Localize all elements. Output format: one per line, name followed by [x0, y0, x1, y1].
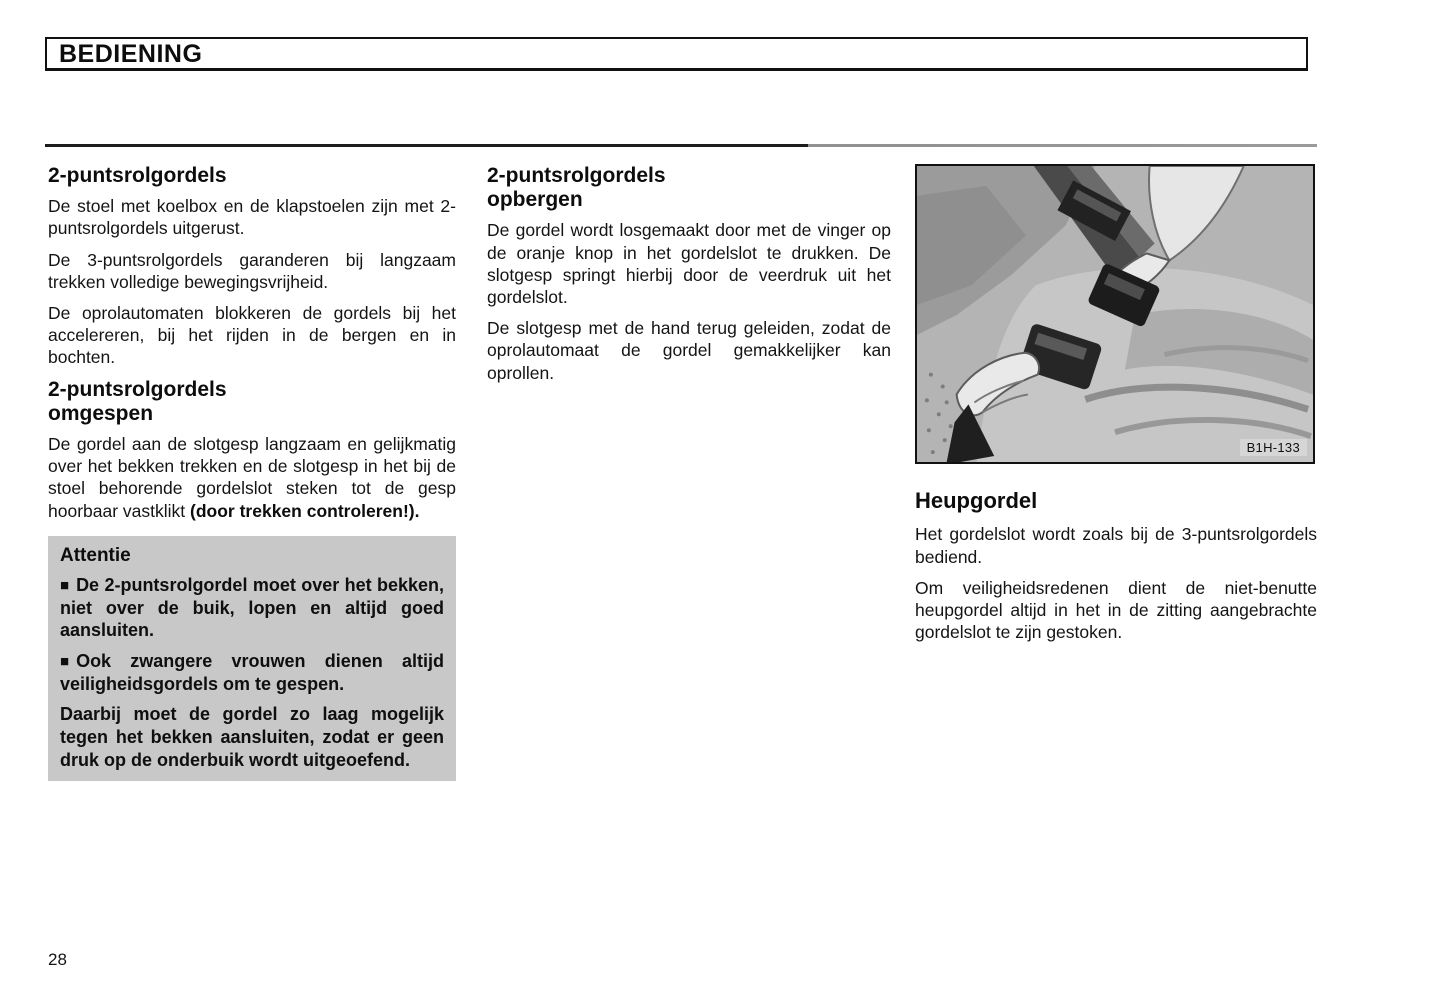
- paragraph-losmaken: De gordel wordt losgemaakt door met de vinger op de oranje knop in het gordelslot te drukken. De slotgesp springt hierbij door de veerdruk uit het gordelslot.: [487, 220, 891, 307]
- column-right: [915, 164, 1317, 652]
- paragraph-oprolautomaten: De oprolautomaten blokkeren de gordels bij het accelereren, bij het rijden in de bergen en in bochten.: [48, 303, 456, 368]
- attention-title: Attentie: [60, 544, 131, 566]
- heading-rolgordels: 2-puntsrolgordels: [48, 164, 227, 187]
- attention-box: [48, 536, 456, 781]
- column-middle: [487, 164, 891, 393]
- page-number: 28: [48, 950, 67, 969]
- paragraph-3punts: De 3-puntsrolgordels garanderen bij langzaam trekken volledige bewegingsvrijheid.: [48, 249, 456, 292]
- paragraph-normal-part: De gordel aan de slotgesp langzaam en gelijkmatig over het bekken trekken en de slotgesp in het bij de stoel behorende gordelslot steken tot de gesp hoorbaar vastklikt: [48, 433, 456, 521]
- attention-item: [60, 574, 444, 642]
- paragraph-gordelslot: Het gordelslot wordt zoals bij de 3-puntsrolgordels bediend.: [915, 524, 1317, 567]
- paragraph-gordel-slotgesp: [48, 433, 456, 522]
- heading-opbergen: [487, 164, 891, 212]
- attention-item: [60, 703, 444, 771]
- paragraph-bold-part: (door trekken controleren!).: [190, 500, 420, 521]
- attention-item-text: Ook zwangere vrouwen dienen altijd veiligheidsgordels om te gespen.: [60, 650, 444, 694]
- paragraph-veiligheidsredenen: Om veiligheidsredenen dient de niet-benutte heupgordel altijd in het in de zitting aangebrachte gordelslot te zijn gestoken.: [915, 577, 1317, 643]
- heading-heupgordel: Heupgordel: [915, 488, 1038, 513]
- bullet-square-icon: ■: [60, 576, 70, 594]
- attention-item: [60, 650, 444, 695]
- paragraph-terug-geleiden: De slotgesp met de hand terug geleiden, zodat de oprolautomaat de gordel gemakkelijker kan oprollen.: [487, 318, 891, 383]
- column-left: [48, 164, 456, 781]
- seatbelt-drawing: [917, 166, 1313, 462]
- attention-item-text: De 2-puntsrolgordel moet over het bekken, niet over de buik, lopen en altijd goed aansluiten.: [60, 574, 444, 641]
- paragraph-stoel-koelbox: De stoel met koelbox en de klapstoelen zijn met 2-puntsrolgordels uitgerust.: [48, 196, 456, 239]
- heading-line1: 2-puntsrolgordels: [487, 164, 666, 187]
- subheading-line2: omgespen: [48, 401, 154, 425]
- page-header: [45, 37, 1308, 71]
- attention-item-text: Daarbij moet de gordel zo laag mogelijk tegen het bekken aansluiten, zodat er geen druk op de onderbuik wordt uitgeoefend.: [60, 704, 444, 770]
- seatbelt-illustration: [915, 164, 1315, 464]
- heading-line2: opbergen: [487, 188, 583, 212]
- figure-reference-label: B1H-133: [1240, 439, 1307, 456]
- subheading-omgespen: [48, 378, 456, 426]
- bullet-square-icon: ■: [60, 652, 70, 670]
- header-divider: [45, 144, 1317, 147]
- section-title: BEDIENING: [59, 40, 203, 68]
- subheading-line1: 2-puntsrolgordels: [48, 377, 227, 401]
